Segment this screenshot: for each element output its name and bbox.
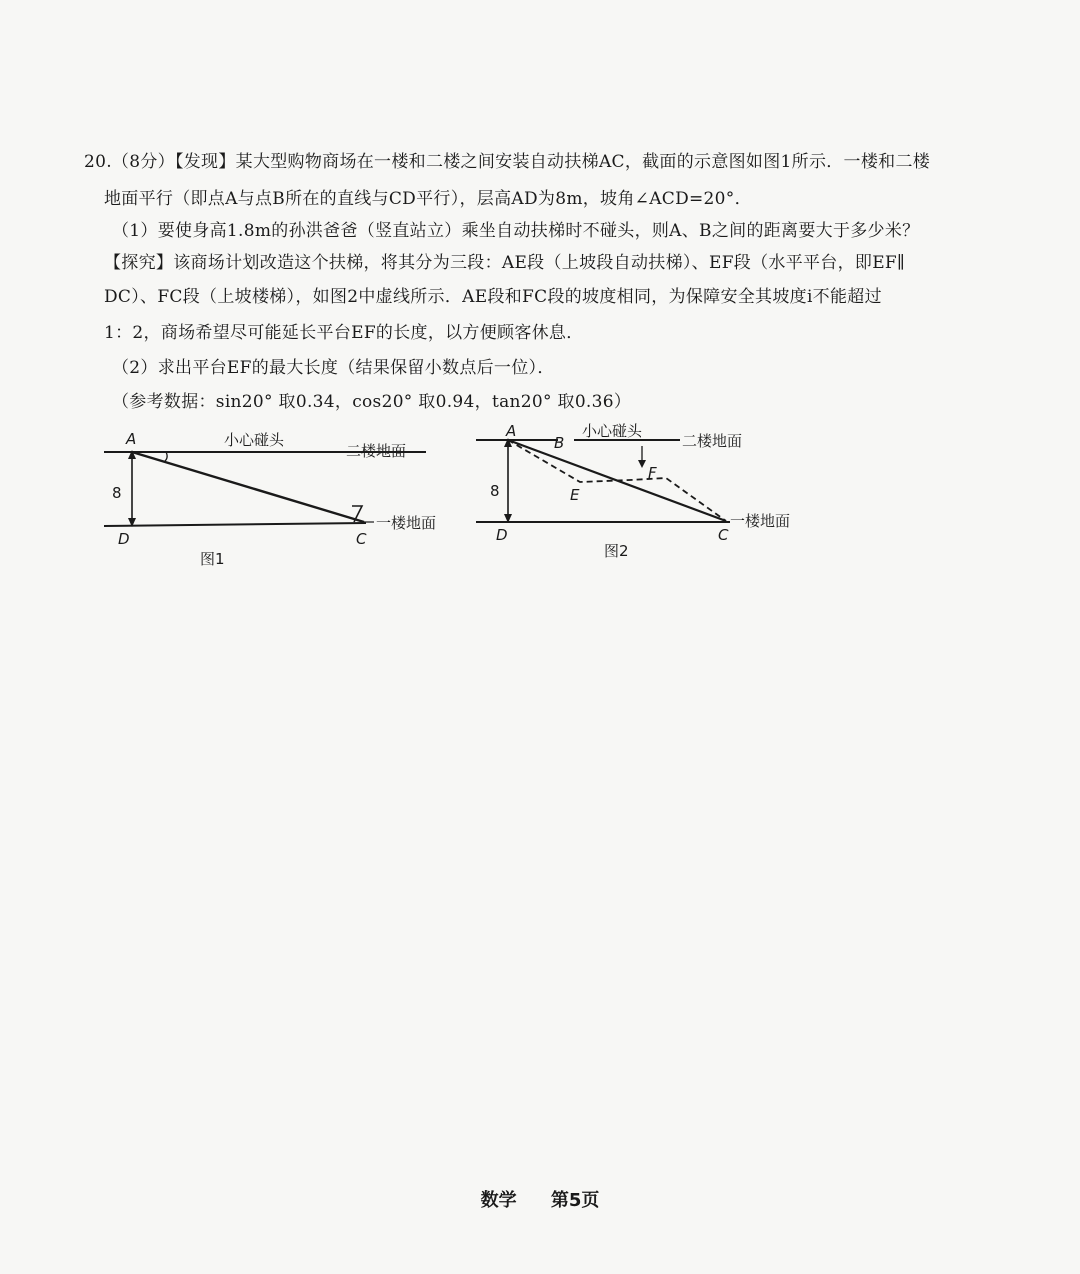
question-line-2: 地面平行（即点A与点B所在的直线与CD平行），层高AD为8m，坡角∠ACD=20°． [104,189,752,209]
fig2-floor2-label: 二楼地面 [682,432,743,450]
question-line-3: （1）要使身高1.8m的孙洪爸爸（竖直站立）乘坐自动扶梯时不碰头，则A、B之间的距离要大于多少米？ [112,221,920,241]
fig1-escalator-line [132,452,364,522]
fig2-label-d: D [496,526,508,544]
question-line-1: 20.（8分）【发现】某大型购物商场在一楼和二楼之间安装自动扶梯AC，截面的示意图如图1所示．一楼和二楼 [84,152,931,172]
fig2-pointer-arrow-icon [638,460,646,468]
question-line-5: DC）、FC段（上坡楼梯），如图2中虚线所示．AE段和FC段的坡度相同，为保障安全其坡度i不能超过 [104,287,882,307]
footer-subject: 数学 [480,1190,517,1211]
fig2-label-b: B [554,434,565,452]
fig2-label-a: A [506,422,517,440]
fig2-caption: 图2 [604,542,629,560]
figure-1 [96,420,456,580]
fig2-height-value: 8 [490,482,500,500]
fig1-height-value: 8 [112,484,122,502]
fig1-angle-a-icon [164,452,167,462]
figure-2 [470,418,820,578]
fig1-label-d: D [118,530,130,548]
fig1-label-c: C [356,530,367,548]
fig2-label-f: F [648,464,657,482]
fig2-caution-text: 小心碰头 [582,422,643,440]
fig1-caption: 图1 [200,550,225,568]
question-line-6: 1：2，商场希望尽可能延长平台EF的长度，以方便顾客休息． [104,323,584,343]
fig1-lower-floor-line [104,523,366,526]
fig1-floor1-label: 一楼地面 [376,514,437,532]
question-line-8: （参考数据：sin20° 取0.34，cos20° 取0.94，tan20° 取0.36） [112,392,632,412]
question-line-7: （2）求出平台EF的最大长度（结果保留小数点后一位）． [112,358,555,378]
fig1-floor2-label: 二楼地面 [346,442,407,460]
question-line-4: 【探究】该商场计划改造这个扶梯，将其分为三段：AE段（上坡段自动扶梯）、EF段（水平平台，即EF∥ [104,253,906,273]
fig2-floor1-label: 一楼地面 [730,512,791,530]
fig2-label-c: C [718,526,729,544]
fig1-caution-text: 小心碰头 [224,431,285,449]
fig1-label-a: A [126,430,137,448]
footer-page-number: 第5页 [550,1190,600,1211]
page-footer [0,1186,1080,1212]
fig2-label-e: E [570,486,580,504]
